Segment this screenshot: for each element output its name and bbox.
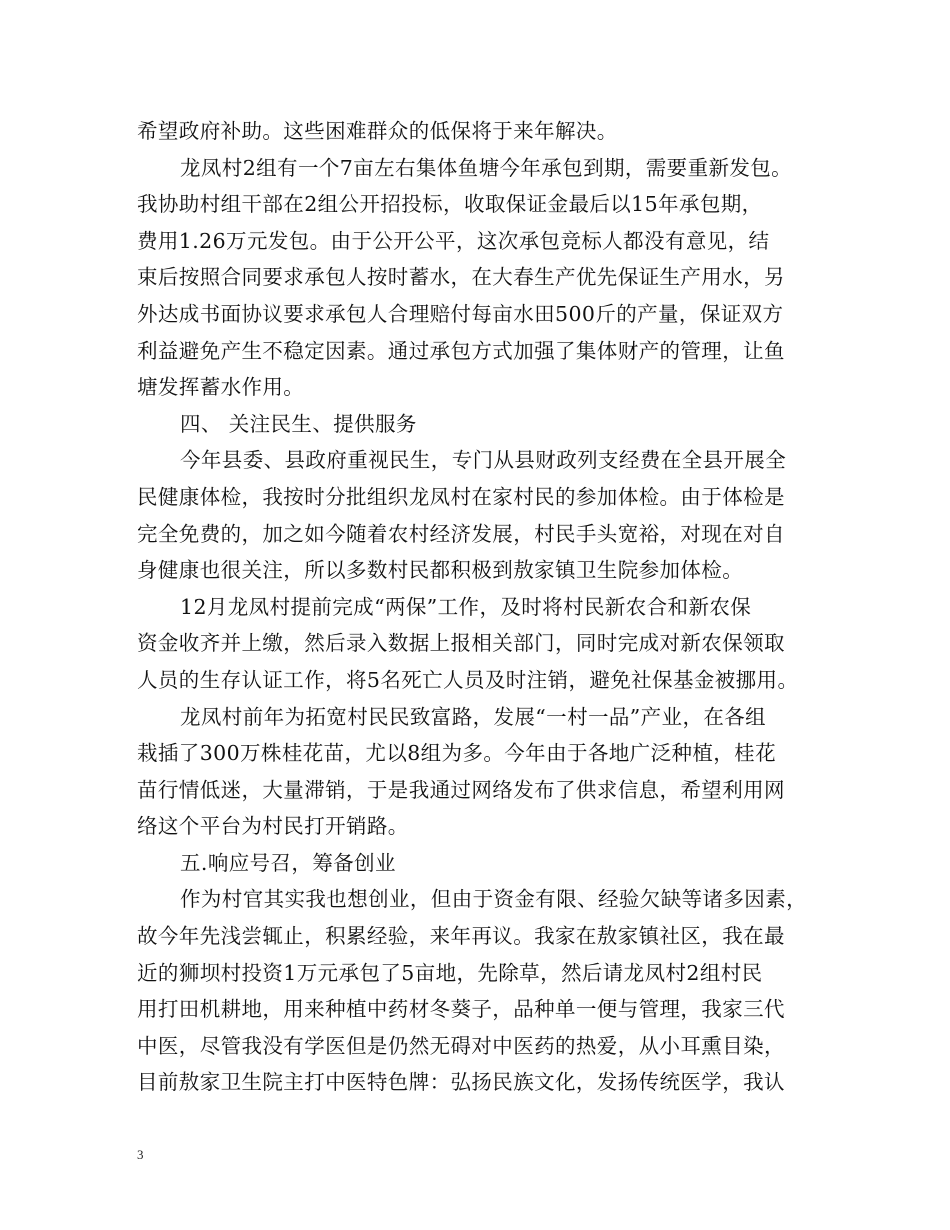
- text-line: 身健康也很关注，所以多数村民都积极到敖家镇卫生院参加体检。: [137, 558, 744, 583]
- section-heading: 五.响应号召，筹备创业: [180, 850, 396, 875]
- paragraph-start-line: 作为村官其实我也想创业，但由于资金有限、经验欠缺等诸多因素，: [180, 887, 807, 912]
- text-line: 利益避免产生不稳定因素。通过承包方式加强了集体财产的管理，让鱼: [137, 338, 785, 363]
- text-line: 苗行情低迷，大量滞销，于是我通过网络发布了供求信息，希望利用网: [137, 777, 785, 802]
- text-line: 人员的生存认证工作，将5名死亡人员及时注销，避免社保基金被挪用。: [137, 667, 799, 692]
- text-line: 我协助村组干部在2组公开招投标，收取保证金最后以15年承包期，: [137, 192, 763, 217]
- body-text: [137, 113, 837, 1101]
- paragraph-start-line: 龙凤村前年为拓宽村民民致富路，发展“一村一品”产业，在各组: [180, 704, 767, 729]
- text-line: 故今年先浅尝辄止，积累经验，来年再议。我家在敖家镇社区，我在最: [137, 924, 785, 949]
- paragraph-start-line: 龙凤村2组有一个7亩左右集体鱼塘今年承包到期，需要重新发包。: [180, 155, 793, 180]
- paragraph-start-line: 今年县委、县政府重视民生，专门从县财政列支经费在全县开展全: [180, 448, 787, 473]
- page-number: 3: [137, 1147, 144, 1162]
- section-heading: 四、 关注民生、提供服务: [180, 411, 417, 436]
- text-line: 民健康体检，我按时分批组织龙凤村在家村民的参加体检。由于体检是: [137, 484, 785, 509]
- text-line: 络这个平台为村民打开销路。: [137, 814, 409, 839]
- text-line: 资金收齐并上缴，然后录入数据上报相关部门，同时完成对新农保领取: [137, 631, 785, 656]
- text-line: 塘发挥蓄水作用。: [137, 375, 305, 400]
- text-line: 希望政府补助。这些困难群众的低保将于来年解决。: [137, 119, 618, 143]
- text-line: 用打田机耕地，用来种植中药材冬葵子，品种单一便与管理，我家三代: [137, 997, 785, 1022]
- text-line: 束后按照合同要求承包人按时蓄水，在大春生产优先保证生产用水，另: [137, 265, 785, 290]
- paragraph-start-line: 12月龙凤村提前完成“两保”工作，及时将村民新农合和新农保: [180, 594, 752, 619]
- text-line: 费用1.26万元发包。由于公开公平，这次承包竞标人都没有意见，结: [137, 228, 770, 253]
- text-line: 外达成书面协议要求承包人合理赔付每亩水田500斤的产量，保证双方: [137, 301, 784, 326]
- text-line: 栽插了300万株桂花苗，尤以8组为多。今年由于各地广泛种植，桂花: [137, 741, 776, 766]
- text-line: 中医，尽管我没有学医但是仍然无碍对中医药的热爱，从小耳熏目染，: [137, 1033, 785, 1058]
- text-line: 近的狮坝村投资1万元承包了5亩地，先除草，然后请龙凤村2组村民: [137, 960, 763, 985]
- text-line: 目前敖家卫生院主打中医特色牌：弘扬民族文化，发扬传统医学，我认: [137, 1070, 785, 1095]
- text-line: 完全免费的，加之如今随着农村经济发展，村民手头宽裕，对现在对自: [137, 521, 785, 546]
